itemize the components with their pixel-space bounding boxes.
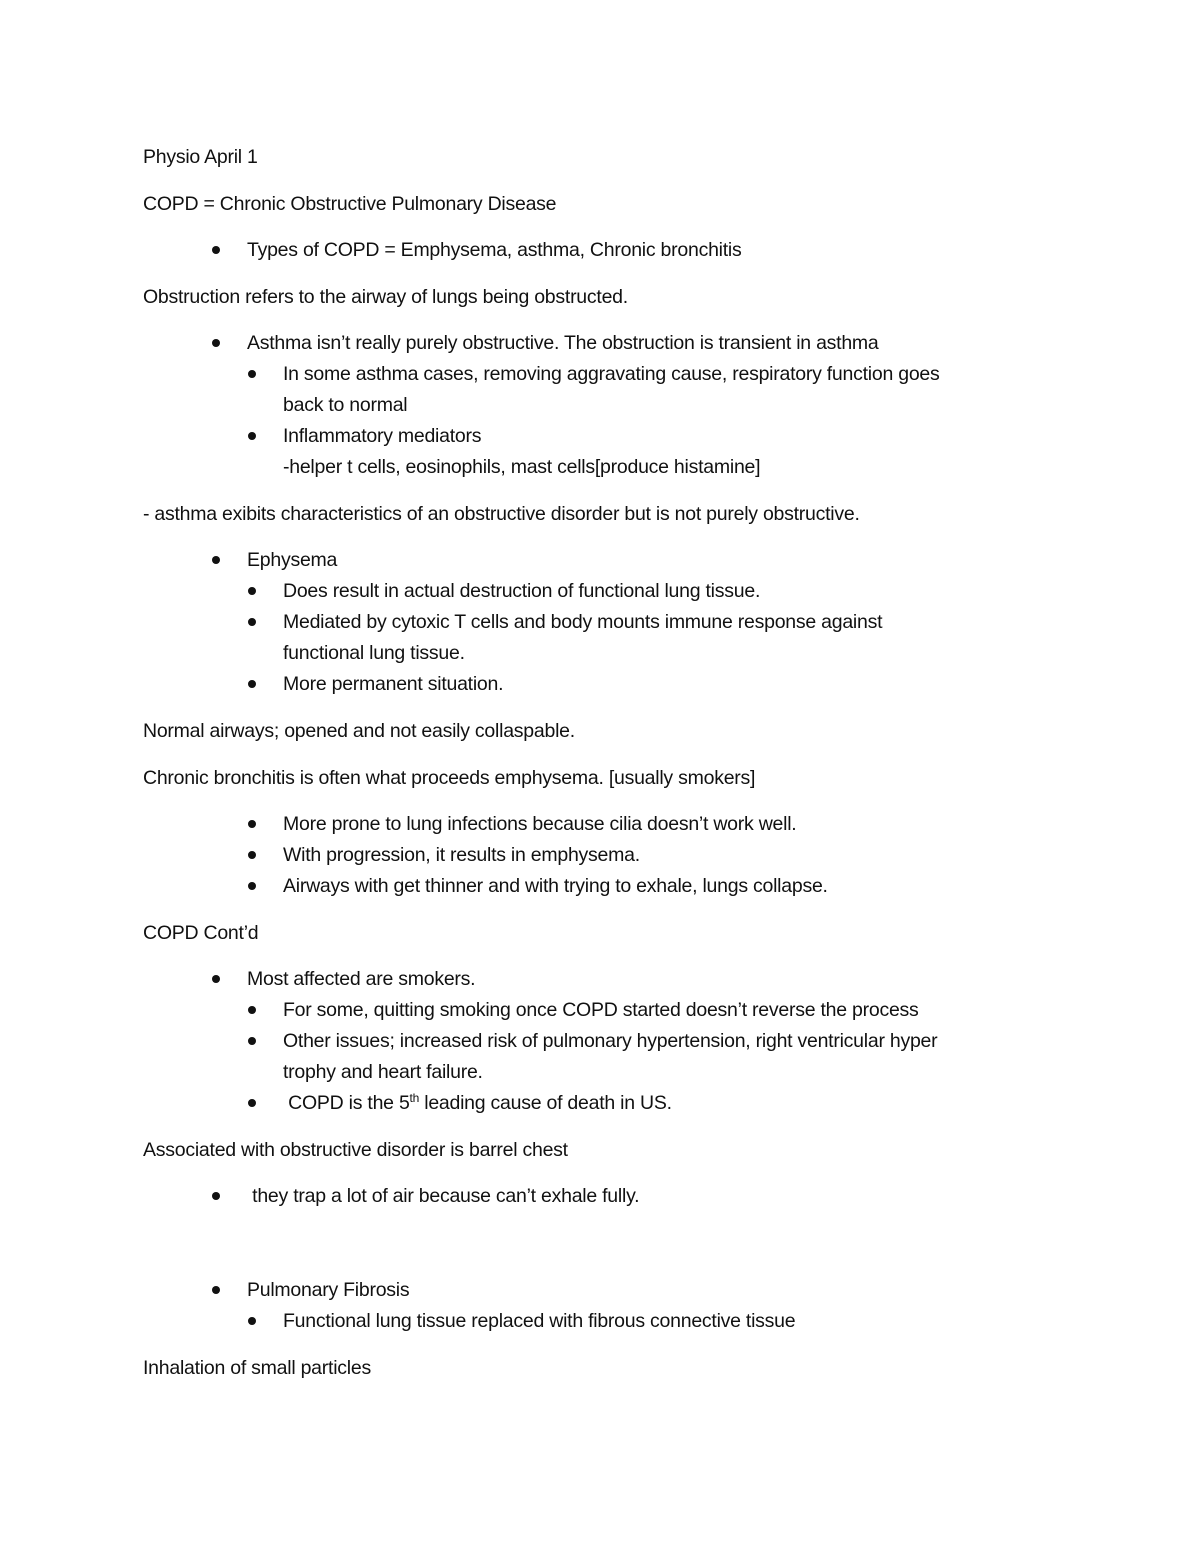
list-item: Mediated by cytoxic T cells and body mounts immune response against (283, 611, 883, 633)
list-item-continued: functional lung tissue. (283, 642, 465, 664)
bullet-icon (248, 1006, 256, 1014)
paragraph: Normal airways; opened and not easily collaspable. (143, 720, 575, 742)
list-item: Most affected are smokers. (247, 968, 476, 990)
list-item: Functional lung tissue replaced with fibrous connective tissue (283, 1310, 796, 1332)
bullet-icon (212, 1286, 220, 1294)
bullet-icon (212, 556, 220, 564)
bullet-icon (248, 680, 256, 688)
list-item (283, 1091, 672, 1115)
list-item: Does result in actual destruction of functional lung tissue. (283, 580, 761, 602)
list-item: Ephysema (247, 549, 338, 571)
bullet-icon (248, 432, 256, 440)
list-item: they trap a lot of air because can’t exhale fully. (247, 1185, 640, 1207)
bullet-icon (248, 587, 256, 595)
list-item: More prone to lung infections because cilia doesn’t work well. (283, 813, 797, 835)
list-item: Asthma isn’t really purely obstructive. The obstruction is transient in asthma (247, 332, 879, 354)
list-item-continued: -helper t cells, eosinophils, mast cells[produce histamine] (283, 456, 761, 478)
paragraph: - asthma exibits characteristics of an obstructive disorder but is not purely obstructive. (143, 503, 860, 525)
bullet-icon (212, 339, 220, 347)
ordinal-superscript: th (409, 1091, 420, 1105)
paragraph: Obstruction refers to the airway of lungs being obstructed. (143, 286, 628, 308)
list-item: Other issues; increased risk of pulmonary hypertension, right ventricular hyper (283, 1030, 938, 1052)
sentence-start: COPD is the 5 (283, 1092, 410, 1114)
list-item: In some asthma cases, removing aggravating cause, respiratory function goes (283, 363, 940, 385)
list-item: Pulmonary Fibrosis (247, 1279, 410, 1301)
list-item: Airways with get thinner and with trying to exhale, lungs collapse. (283, 875, 828, 897)
bullet-icon (248, 1037, 256, 1045)
list-item: Inflammatory mediators (283, 425, 482, 447)
bullet-icon (248, 370, 256, 378)
bullet-icon (248, 618, 256, 626)
list-item: With progression, it results in emphysema. (283, 844, 640, 866)
bullet-icon (248, 1317, 256, 1325)
bullet-icon (212, 975, 220, 983)
bullet-icon (248, 820, 256, 828)
paragraph: Inhalation of small particles (143, 1357, 371, 1379)
copd-definition: COPD = Chronic Obstructive Pulmonary Disease (143, 193, 557, 215)
sentence-end: leading cause of death in US. (419, 1092, 672, 1114)
list-item-continued: trophy and heart failure. (283, 1061, 483, 1083)
section-heading: COPD Cont’d (143, 922, 259, 944)
paragraph: Associated with obstructive disorder is barrel chest (143, 1139, 568, 1161)
bullet-icon (248, 882, 256, 890)
bullet-icon (212, 246, 220, 254)
list-item: Types of COPD = Emphysema, asthma, Chronic bronchitis (247, 239, 742, 261)
bullet-icon (248, 851, 256, 859)
bullet-icon (248, 1099, 256, 1107)
list-item-continued: back to normal (283, 394, 408, 416)
list-item: More permanent situation. (283, 673, 504, 695)
bullet-icon (212, 1192, 220, 1200)
paragraph: Chronic bronchitis is often what proceeds emphysema. [usually smokers] (143, 767, 756, 789)
page-title: Physio April 1 (143, 146, 258, 168)
list-item: For some, quitting smoking once COPD started doesn’t reverse the process (283, 999, 919, 1021)
